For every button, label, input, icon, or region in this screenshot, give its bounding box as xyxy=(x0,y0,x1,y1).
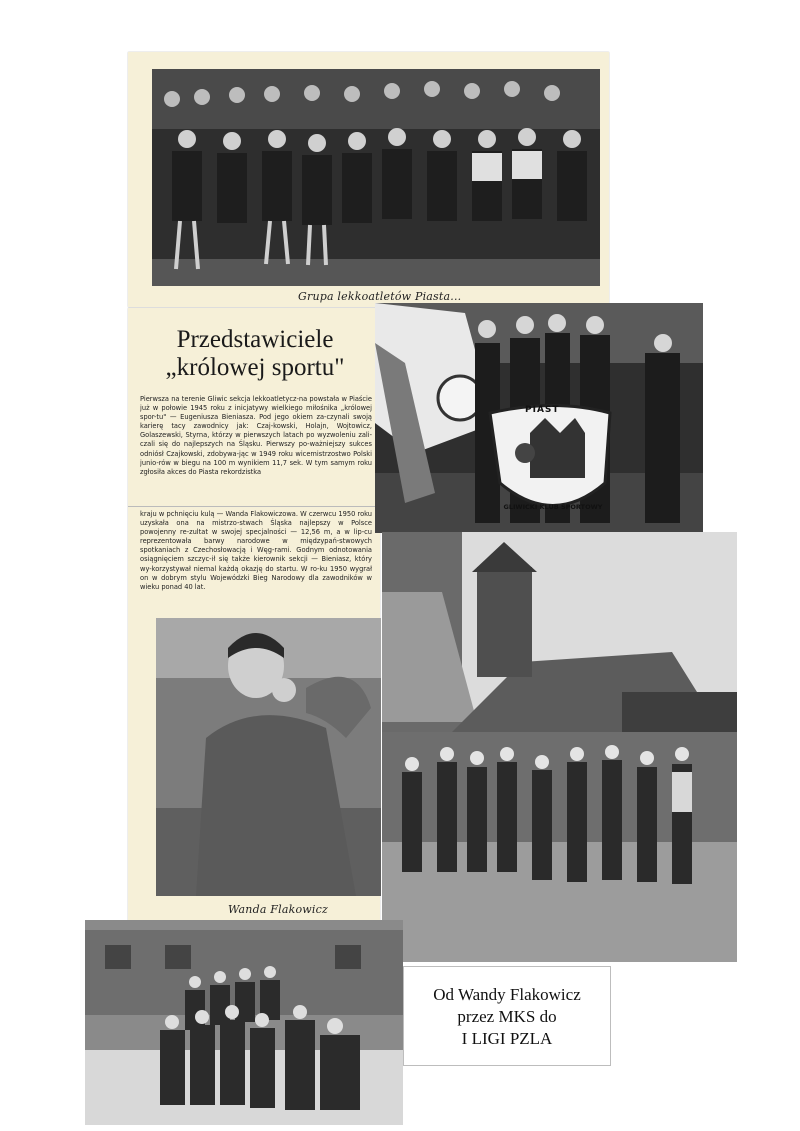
portrait-caption: Wanda Flakowicz xyxy=(228,903,328,916)
badge-ring-text: GLIWICKI KLUB SPORTOWY xyxy=(503,503,603,511)
badge-top-text: PIAST xyxy=(525,405,560,415)
team-photo-clipping xyxy=(128,52,609,307)
church-group-photo xyxy=(382,532,737,962)
label-line-1: Od Wandy Flakowicz xyxy=(433,985,581,1004)
team-group-photo xyxy=(152,69,600,286)
headline-line-1: Przedstawiciele xyxy=(176,326,334,353)
label-line-2: przez MKS do xyxy=(457,1007,557,1026)
label-line-3: I LIGI PZLA xyxy=(461,1029,553,1048)
article-headline xyxy=(140,326,370,382)
article-paragraph-1: Pierwsza na terenie Gliwic sekcja lekkoatletycz-na powstała w Piaście już w połowie 1945 roku z inicjatywy wielkiego miłośnika „królowej spor-tu" — Eugeniusza Bieniasza. Pod jego okiem za-czynali swoją karierę tacy zawodnicy jak: Czaj-kowski, Holajn, Wojtowicz, Golaszewski, Styrna, którzy w pierwszych latach po wyzwoleniu zali-czali się do najlepszych na Śląsku. Pierwszy po-ważniejszy sukces odniósł Czajkowski, zdobywa-jąc w 1949 roku wicemistrzostwo Polski junio-rów w biegu na 100 m wynikiem 11,7 sek. W tym samym roku zgłosiła akces do Piasta rekordzistka xyxy=(140,394,372,476)
typed-label xyxy=(403,966,611,1066)
article-clipping xyxy=(128,308,380,930)
portrait-photo xyxy=(156,618,381,896)
club-badge-photo xyxy=(375,303,703,533)
divider xyxy=(128,506,380,507)
headline-line-2: „królowej sportu" xyxy=(165,354,345,381)
team-photo-caption: Grupa lekkoatletów Piasta... xyxy=(298,290,462,303)
winter-group-photo xyxy=(85,920,403,1125)
article-paragraph-2: kraju w pchnięciu kulą — Wanda Flakowiczowa. W czerwcu 1950 roku uzyskała ona na mistrzo-stwach Śląska najlepszy w Polsce powojenny re-zultat w swojej specjalności — 12,56 m, a w lip-cu reprezentowała barwy narodowe w międzypań-stwowych spotkaniach z Czechosłowacją i Węg-rami. Godnym odnotowania osiągnięciem szczyc-ił się także kierownik sekcji — Bieniasz, który wy-korzystywał niemal każdą okazję do startu. W ro-ku 1950 wygrał on w dobrym stylu Wojewódzki Bieg Narodowy dla zawodników w wieku ponad 40 lat. xyxy=(140,509,372,591)
